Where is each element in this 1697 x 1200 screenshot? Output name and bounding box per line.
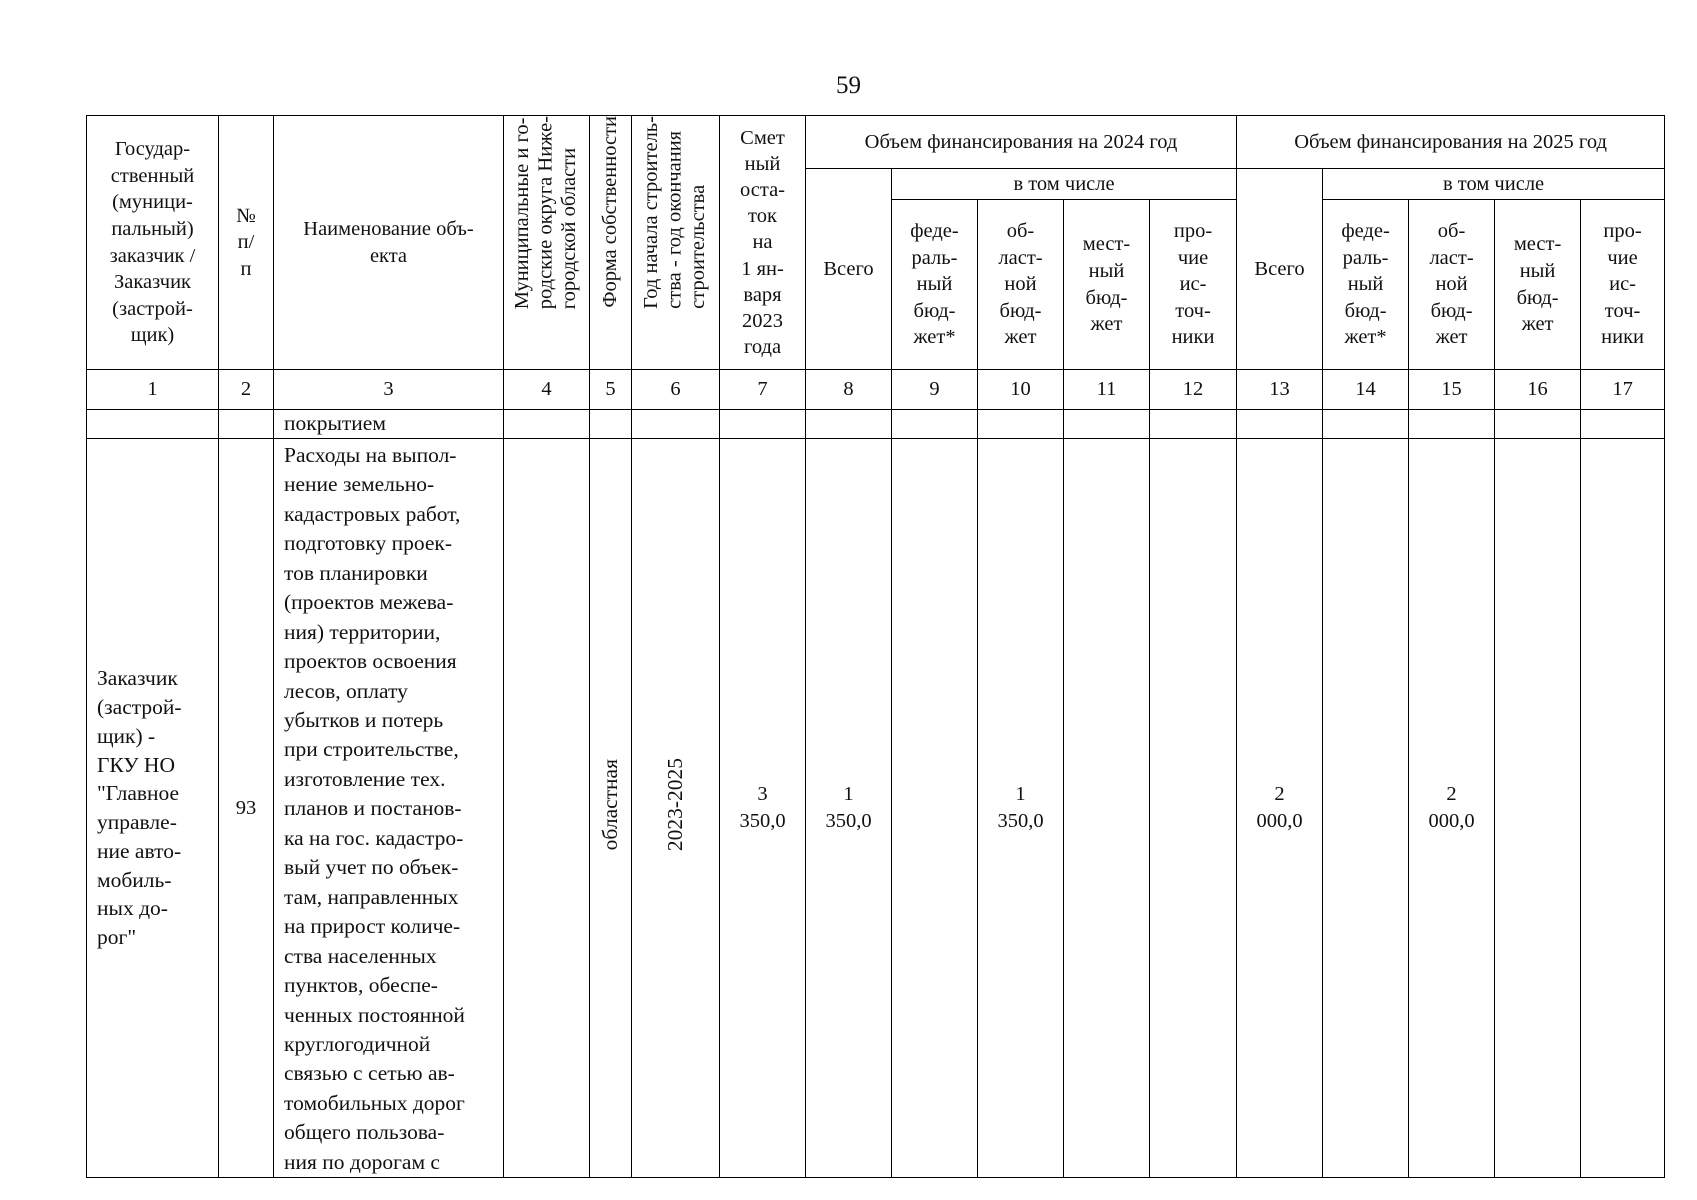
municipality-cell: [504, 438, 590, 1177]
column-number: 9: [892, 370, 978, 410]
column-number-row: [87, 370, 1665, 410]
column-number: 11: [1064, 370, 1150, 410]
column-number: 17: [1581, 370, 1665, 410]
cell-empty: [978, 410, 1064, 439]
header-ownership: [590, 116, 632, 370]
total-2024-cell: 1 350,0: [806, 438, 892, 1177]
continuation-text: покрытием: [274, 410, 504, 439]
ownership-text: областная: [597, 758, 622, 850]
header-other-2025: про- чие ис- точ- ники: [1581, 200, 1665, 370]
cell-empty: [1409, 410, 1495, 439]
column-number: 6: [632, 370, 720, 410]
header-regional-2024: об- ласт- ной бюд- жет: [978, 200, 1064, 370]
page-number: 59: [836, 72, 861, 99]
header-balance: Смет ный оста- ток на 1 ян- варя 2023 года: [720, 116, 806, 370]
total-2025-cell: 2 000,0: [1237, 438, 1323, 1177]
object-name-cell: Расходы на выпол- нение земельно- кадастровых работ, подготовку проек- тов планировки (проектов межева- ния) территории, проектов освоения лесов, оплату убытков и потерь при строительстве, изготовление тех. планов и постанов- ка на гос. кадастро- вый учет по объек- там, направленных на прирост количе- ства населенных пунктов, обеспе- ченных постоянной круглогодичной связью с сетью ав- томобильных дорог общего пользова- ния по дорогам с: [274, 438, 504, 1177]
cell-empty: [590, 410, 632, 439]
column-number: 4: [504, 370, 590, 410]
years-cell: [632, 438, 720, 1177]
header-years-text: Год начала строитель- ства - год окончания строительства: [640, 116, 710, 309]
column-number: 15: [1409, 370, 1495, 410]
column-number: 7: [720, 370, 806, 410]
customer-cell: Заказчик (застрой- щик) - ГКУ НО "Главное управле- ние авто- мобиль- ных до- рог": [87, 438, 219, 1177]
header-regional-2025: об- ласт- ной бюд- жет: [1409, 200, 1495, 370]
federal-2025-cell: [1323, 438, 1409, 1177]
header-other-2024: про- чие ис- точ- ники: [1150, 200, 1237, 370]
cell-empty: [1495, 410, 1581, 439]
cell-empty: [720, 410, 806, 439]
continuation-row: [87, 410, 1665, 439]
header-municipality-text: Муниципальные и го- родские округа Ниже- городской области: [511, 116, 581, 310]
header-federal-2025: феде- раль- ный бюд- жет*: [1323, 200, 1409, 370]
column-number: 13: [1237, 370, 1323, 410]
financing-table: [86, 115, 1665, 1178]
cell-empty: [1150, 410, 1237, 439]
regional-2024-cell: 1 350,0: [978, 438, 1064, 1177]
cell-empty: [219, 410, 274, 439]
column-number: 3: [274, 370, 504, 410]
header-incl-2025: в том числе: [1323, 169, 1665, 200]
local-2025-cell: [1495, 438, 1581, 1177]
column-number: 12: [1150, 370, 1237, 410]
federal-2024-cell: [892, 438, 978, 1177]
header-total-2024: Всего: [806, 169, 892, 370]
cell-empty: [1581, 410, 1665, 439]
column-number: 5: [590, 370, 632, 410]
cell-empty: [1323, 410, 1409, 439]
column-number: 1: [87, 370, 219, 410]
header-number: № п/ п: [219, 116, 274, 370]
header-total-2025: Всего: [1237, 169, 1323, 370]
cell-empty: [806, 410, 892, 439]
other-2024-cell: [1150, 438, 1237, 1177]
table-row: [87, 438, 1665, 1177]
header-incl-2024: в том числе: [892, 169, 1237, 200]
header-fin-2025: Объем финансирования на 2025 год: [1237, 116, 1665, 169]
header-years: [632, 116, 720, 370]
header-row-1: [87, 116, 1665, 169]
row-number-cell: 93: [219, 438, 274, 1177]
header-municipality: [504, 116, 590, 370]
local-2024-cell: [1064, 438, 1150, 1177]
column-number: 2: [219, 370, 274, 410]
header-federal-2024: феде- раль- ный бюд- жет*: [892, 200, 978, 370]
column-number: 16: [1495, 370, 1581, 410]
regional-2025-cell: 2 000,0: [1409, 438, 1495, 1177]
other-2025-cell: [1581, 438, 1665, 1177]
cell-empty: [504, 410, 590, 439]
column-number: 14: [1323, 370, 1409, 410]
column-number: 8: [806, 370, 892, 410]
header-customer: Государ- ственный (муници- пальный) заказчик / Заказчик (застрой- щик): [87, 116, 219, 370]
cell-empty: [1064, 410, 1150, 439]
header-local-2024: мест- ный бюд- жет: [1064, 200, 1150, 370]
header-object-name: Наименование объ- екта: [274, 116, 504, 370]
balance-cell: 3 350,0: [720, 438, 806, 1177]
header-fin-2024: Объем финансирования на 2024 год: [806, 116, 1237, 169]
ownership-cell: [590, 438, 632, 1177]
header-ownership-text: Форма собственности: [598, 116, 621, 308]
cell-empty: [632, 410, 720, 439]
column-number: 10: [978, 370, 1064, 410]
cell-empty: [1237, 410, 1323, 439]
cell-empty: [87, 410, 219, 439]
cell-empty: [892, 410, 978, 439]
header-local-2025: мест- ный бюд- жет: [1495, 200, 1581, 370]
years-text: 2023-2025: [662, 757, 687, 851]
